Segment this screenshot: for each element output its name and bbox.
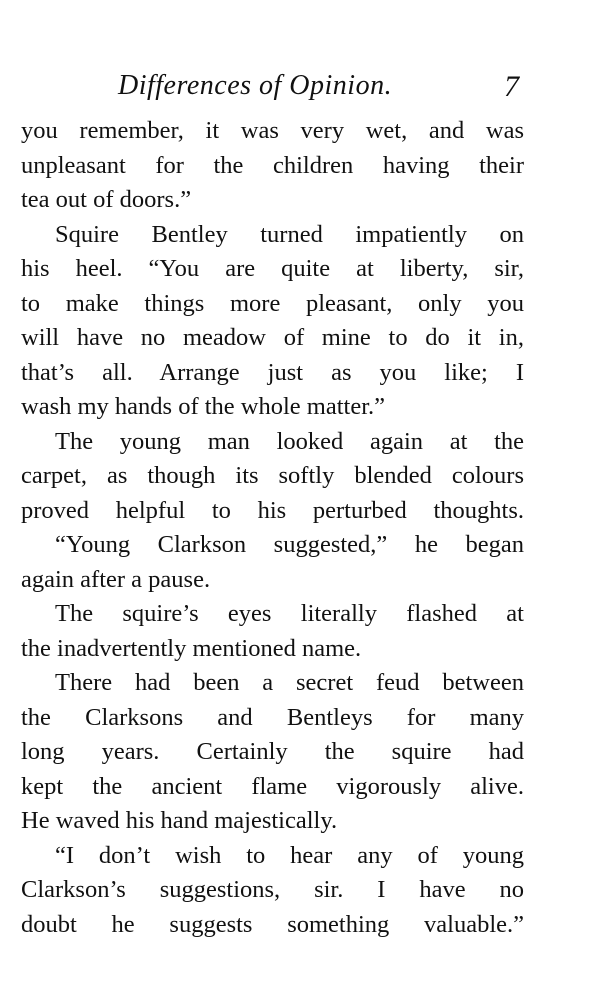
running-head [0,70,593,106]
page-number: 7 [504,70,519,103]
text-line: the inadvertently mentioned name. [21,634,362,662]
text-line: tea out of doors.” [21,186,192,213]
text-line: Squire Bentley turned impatiently on [55,220,524,248]
text-line: wash my hands of the whole matter.” [21,393,386,420]
running-title: Differences of Opinion. [118,70,393,101]
text-line: to make things more pleasant, only you [21,289,524,317]
text-line: “I don’t wish to hear any of young [55,841,524,869]
text-line: “Young Clarkson suggested,” he began [55,531,524,558]
text-line: He waved his hand majestically. [21,807,338,834]
text-line: The young man looked again at the [55,427,524,455]
text-line: the Clarksons and Bentleys for many [21,703,524,731]
text-line: will have no meadow of mine to do it in, [21,324,524,351]
text-line: his heel. “You are quite at liberty, sir, [21,255,524,282]
text-line: you remember, it was very wet, and was [21,117,524,144]
text-line: long years. Certainly the squire had [21,738,524,765]
body-text [21,114,524,942]
text-line: kept the ancient flame vigorously alive. [21,772,524,800]
text-line: proved helpful to his perturbed thoughts. [21,496,524,524]
text-line: again after a pause. [21,565,211,593]
text-line: unpleasant for the children having their [21,151,524,179]
text-line: Clarkson’s suggestions, sir. I have no [21,876,524,903]
text-line: doubt he suggests something valuable.” [21,910,524,938]
text-line: carpet, as though its softly blended colours [21,462,524,489]
text-line: that’s all. Arrange just as you like; I [21,358,524,386]
text-line: There had been a secret feud between [55,669,524,696]
text-line: The squire’s eyes literally flashed at [55,600,524,627]
